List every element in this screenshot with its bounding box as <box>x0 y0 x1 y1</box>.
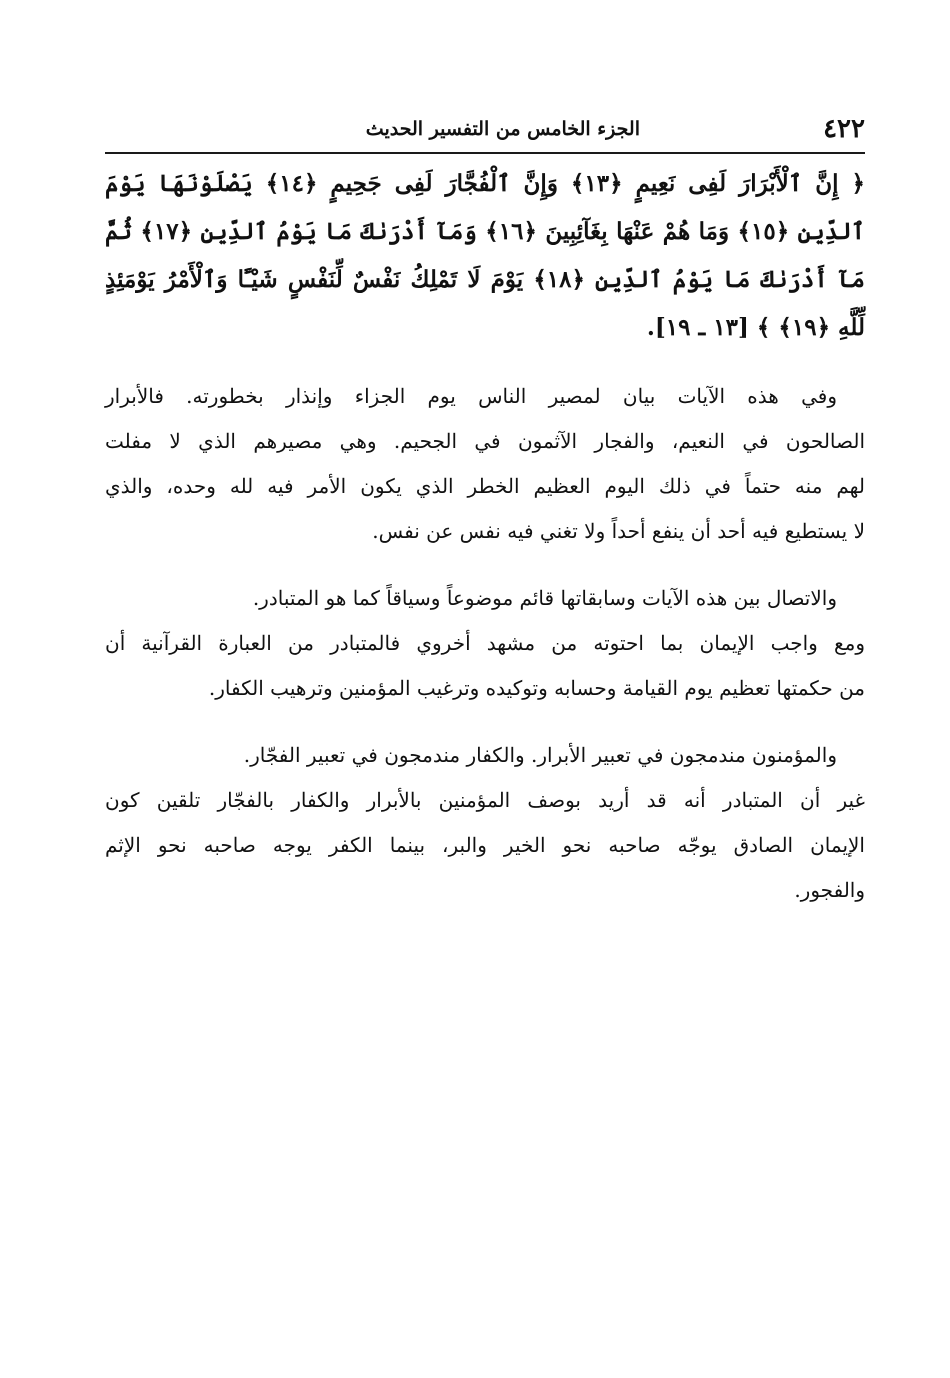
paragraph-line: لا يستطيع فيه أحد أن ينفع أحداً ولا تغني فيه نفس عن نفس. <box>372 519 865 543</box>
paragraph-2 <box>105 576 865 711</box>
running-title: الجزء الخامس من التفسير الحديث <box>365 118 640 140</box>
paragraph-1 <box>105 374 865 554</box>
paragraph-line: والمؤمنون مندمجون في تعبير الأبرار. والكفار مندمجون في تعبير الفجّار. <box>243 743 837 767</box>
paragraph-line: ومع واجب الإيمان بما احتوته من مشهد أخروي فالمتبادر من العبارة القرآنية أن <box>105 631 865 655</box>
paragraph-line: الصالحون في النعيم، والفجار الآثمون في الجحيم. وهي مصيرهم الذي لا مفلت <box>105 429 865 453</box>
paragraph-line: وفي هذه الآيات بيان لمصير الناس يوم الجزاء وإنذار بخطورته. فالأبرار <box>105 384 838 408</box>
page-body <box>105 160 865 935</box>
quran-verse-block: ﴿ إِنَّ ٱلْأَبْرَارَ لَفِى نَعِيمٍ ﴿١٣﴾ وَإِنَّ ٱلْفُجَّارَ لَفِى جَحِيمٍ ﴿١٤﴾ يَصْلَوْنَهَا يَوْمَ ٱلدِّينِ ﴿١٥﴾ وَمَا هُمْ عَنْهَا بِغَآئِبِينَ ﴿١٦﴾ وَمَآ أَدْرَىٰكَ مَا يَوْمُ ٱلدِّينِ ﴿١٧﴾ ثُمَّ مَآ أَدْرَىٰكَ مَا يَوْمُ ٱلدِّينِ ﴿١٨﴾ يَوْمَ لَا تَمْلِكُ نَفْسٌ لِّنَفْسٍ شَيْـًٔا وَٱلْأَمْرُ يَوْمَئِذٍ لِّلَّهِ ﴿١٩﴾ ﴾ [١٣ ـ ١٩]. <box>105 170 866 341</box>
paragraph-line: من حكمتها تعظيم يوم القيامة وحسابه وتوكيده وترغيب المؤمنين وترهيب الكفار. <box>208 676 865 700</box>
paragraph-line: غير أن المتبادر أنه قد أريد بوصف المؤمنين بالأبرار والكفار بالفجّار تلقين كون <box>105 788 865 812</box>
paragraph-line: لهم منه حتماً في ذلك اليوم العظيم الخطر الذي يكون الأمر فيه لله وحده، والذي <box>105 474 865 498</box>
paragraph-3 <box>105 733 865 913</box>
paragraph-line: والاتصال بين هذه الآيات وسابقاتها قائم موضوعاً وسياقاً كما هو المتبادر. <box>252 586 837 610</box>
page-number: ٤٢٢ <box>823 114 865 144</box>
paragraph-line: الإيمان الصادق يوجّه صاحبه نحو الخير والبر، بينما الكفر يوجه صاحبه نحو الإثم <box>105 833 865 857</box>
paragraph-line: والفجور. <box>794 878 865 902</box>
header-divider <box>105 152 865 154</box>
page-header <box>105 108 865 152</box>
